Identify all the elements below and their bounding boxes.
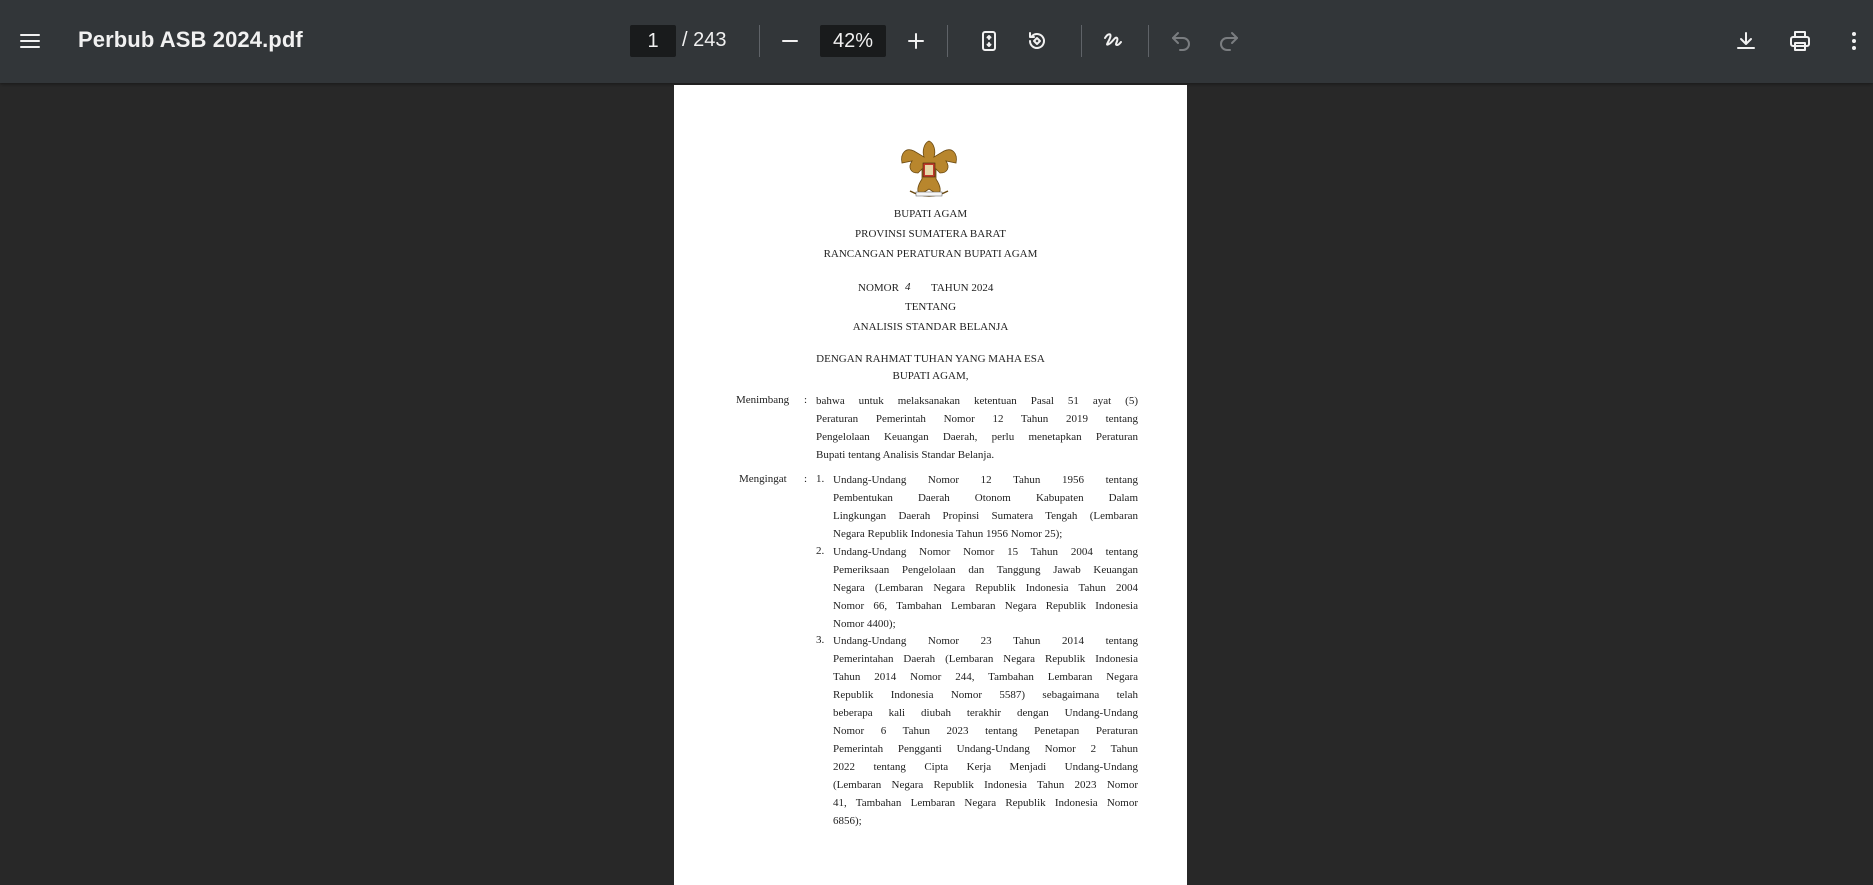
bupati-line: BUPATI AGAM, [892, 370, 969, 382]
item-line: Pemerintah Pengganti Undang-Undang Nomor 2 Tahun [833, 743, 1138, 755]
menimbang-paragraph [816, 392, 1138, 464]
item-line: (Lembaran Negara Republik Indonesia Tahun 2023 Nomor [833, 779, 1138, 791]
item-line: 6856); [833, 815, 862, 827]
menimbang-line: Pengelolaan Keuangan Daerah, perlu menetapkan Peraturan [816, 431, 1138, 443]
page-total: / 243 [682, 29, 727, 51]
rahmat-line: DENGAN RAHMAT TUHAN YANG MAHA ESA [816, 353, 1045, 365]
menimbang-colon: : [804, 394, 808, 406]
item-line: Tahun 2014 Nomor 244, Tambahan Lembaran Negara [833, 671, 1138, 683]
garuda-emblem-icon [894, 133, 964, 201]
tahun-label: TAHUN 2024 [931, 282, 994, 294]
item-line: Republik Indonesia Nomor 5587) sebagaimana telah [833, 689, 1138, 701]
menimbang-line: Bupati tentang Analisis Standar Belanja. [816, 449, 995, 461]
print-icon[interactable] [1781, 22, 1819, 60]
zoom-out-icon[interactable] [771, 22, 809, 60]
header-rancangan: RANCANGAN PERATURAN BUPATI AGAM [823, 248, 1038, 260]
toolbar-divider [1148, 25, 1149, 57]
item-line: Pemerintahan Daerah (Lembaran Negara Republik Indonesia [833, 653, 1138, 665]
menimbang-line: Peraturan Pemerintah Nomor 12 Tahun 2019 tentang [816, 413, 1138, 425]
toolbar-divider [759, 25, 760, 57]
menu-icon[interactable] [11, 22, 49, 60]
item-line: 2022 tentang Cipta Kerja Menjadi Undang-Undang [833, 761, 1138, 773]
header-bupati: BUPATI AGAM [893, 208, 968, 220]
header-provinsi: PROVINSI SUMATERA BARAT [855, 228, 1006, 240]
item-line: Pemeriksaan Pengelolaan dan Tanggung Jawab Keuangan [833, 564, 1138, 576]
item-line: Negara (Lembaran Negara Republik Indonesia Tahun 2004 [833, 582, 1138, 594]
redo-icon[interactable] [1210, 22, 1248, 60]
item-line: Undang-Undang Nomor 23 Tahun 2014 tentang [833, 635, 1138, 647]
item-line: Nomor 6 Tahun 2023 tentang Penetapan Peraturan [833, 725, 1138, 737]
item-line: Undang-Undang Nomor 12 Tahun 1956 tentang [833, 474, 1138, 486]
pdf-page [674, 85, 1187, 885]
menimbang-label: Menimbang [736, 394, 790, 406]
mengingat-item-2 [833, 543, 1138, 633]
item-line: Negara Republik Indonesia Tahun 1956 Nomor 25); [833, 528, 1063, 540]
zoom-input[interactable]: 42% [820, 25, 886, 57]
item-number: 1. [816, 473, 825, 485]
nomor-label: NOMOR [858, 282, 899, 294]
download-icon[interactable] [1727, 22, 1765, 60]
undo-icon[interactable] [1162, 22, 1200, 60]
mengingat-label: Mengingat [739, 473, 787, 485]
tentang-label: TENTANG [904, 301, 957, 313]
mengingat-colon: : [804, 473, 808, 485]
item-number: 3. [816, 634, 825, 646]
menimbang-line: bahwa untuk melaksanakan ketentuan Pasal 51 ayat (5) [816, 395, 1138, 407]
zoom-in-icon[interactable] [897, 22, 935, 60]
toolbar-divider [947, 25, 948, 57]
item-line: 41, Tambahan Lembaran Negara Republik Indonesia Nomor [833, 797, 1138, 809]
pdf-toolbar [0, 0, 1873, 83]
item-line: Nomor 4400); [833, 618, 896, 630]
fit-page-icon[interactable] [970, 22, 1008, 60]
mengingat-item-3 [833, 632, 1138, 830]
item-line: Lingkungan Daerah Propinsi Sumatera Tengah (Lembaran [833, 510, 1138, 522]
item-number: 2. [816, 545, 825, 557]
nomor-value: 4 [905, 281, 911, 293]
subject-title: ANALISIS STANDAR BELANJA [852, 321, 1009, 333]
item-line: beberapa kali diubah terakhir dengan Undang-Undang [833, 707, 1138, 719]
more-icon[interactable] [1835, 22, 1873, 60]
page-number-input[interactable]: 1 [630, 25, 676, 57]
mengingat-item-1 [833, 471, 1138, 543]
file-title: Perbub ASB 2024.pdf [78, 27, 303, 52]
item-line: Pembentukan Daerah Otonom Kabupaten Dalam [833, 492, 1138, 504]
toolbar-divider [1081, 25, 1082, 57]
rotate-icon[interactable] [1018, 22, 1056, 60]
draw-icon[interactable] [1094, 22, 1132, 60]
item-line: Undang-Undang Nomor Nomor 15 Tahun 2004 tentang [833, 546, 1138, 558]
item-line: Nomor 66, Tambahan Lembaran Negara Republik Indonesia [833, 600, 1138, 612]
